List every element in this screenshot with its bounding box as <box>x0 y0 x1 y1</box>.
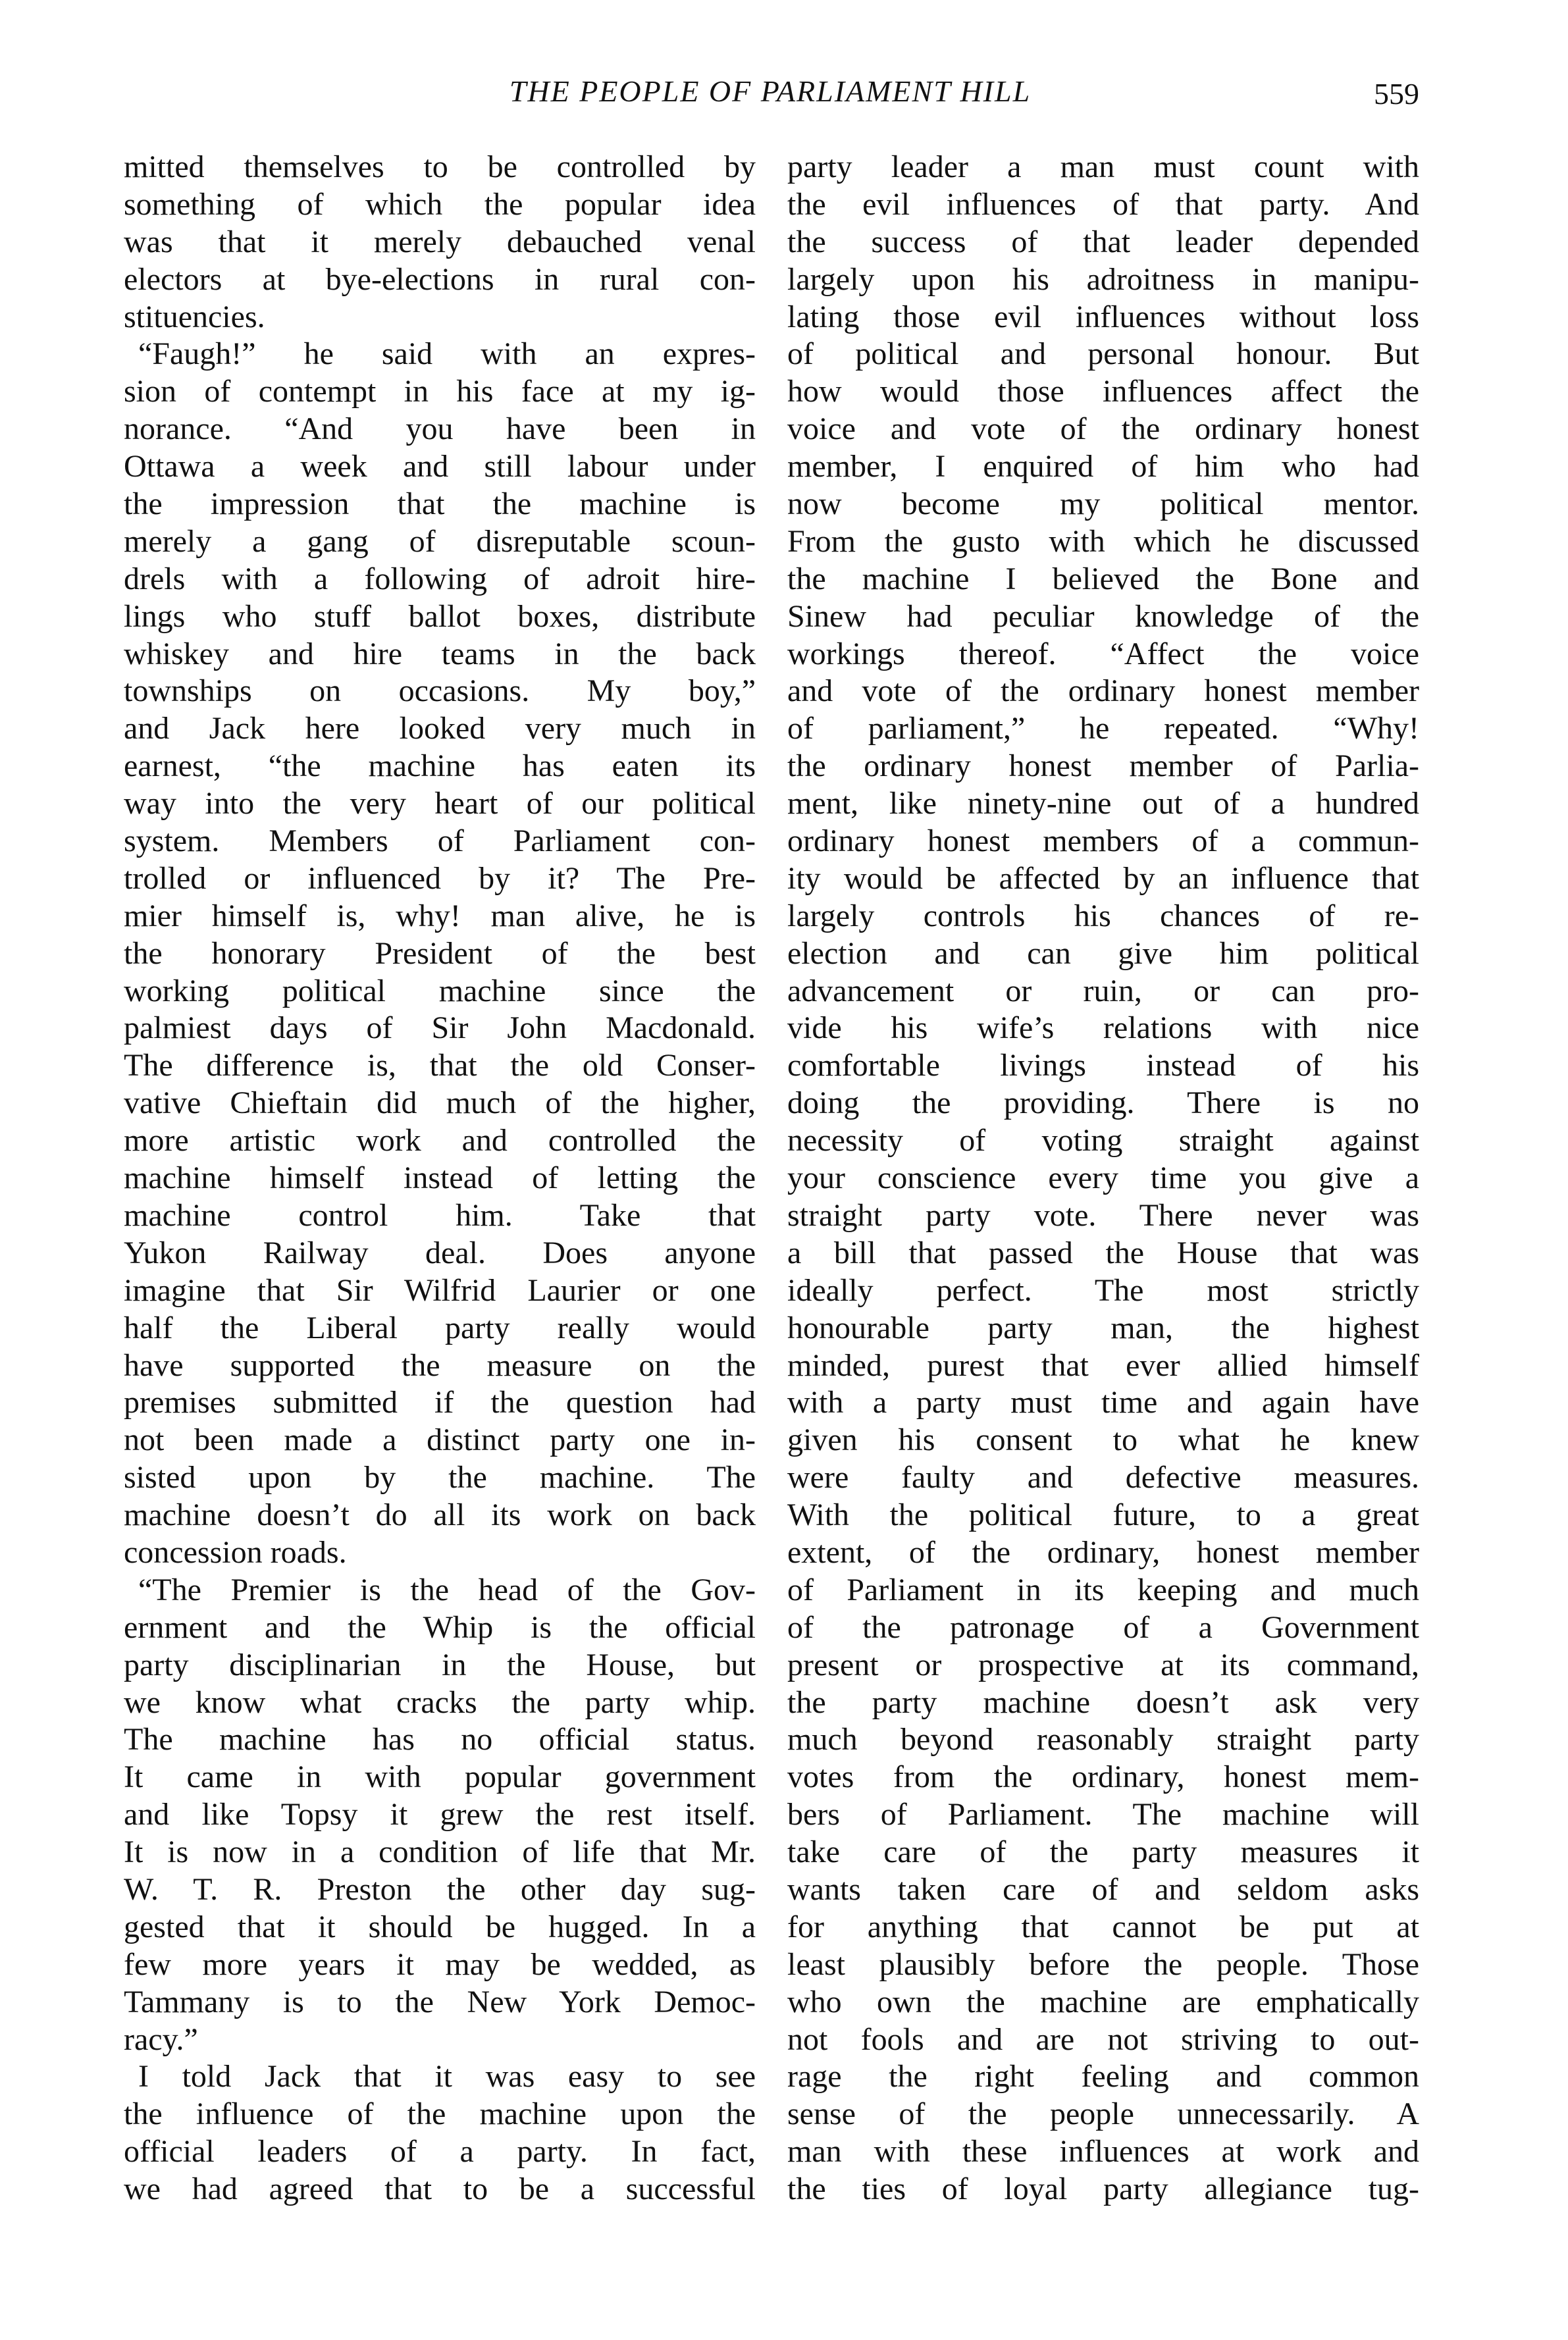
text-line: electors at bye-elections in rural con- <box>124 261 756 297</box>
text-line: drels with a following of adroit hire- <box>124 561 756 596</box>
text-line: Sinew had peculiar knowledge of the <box>787 598 1419 634</box>
text-line: the ordinary honest member of Parlia- <box>787 748 1419 784</box>
text-line: votes from the ordinary, honest mem- <box>787 1759 1419 1795</box>
text-line: something of which the popular idea <box>124 186 756 222</box>
text-line: largely controls his chances of re- <box>787 898 1419 933</box>
text-line: vative Chieftain did much of the higher, <box>124 1085 756 1121</box>
text-line: “Faugh!” he said with an expres- <box>138 336 756 372</box>
text-line: ment, like ninety-nine out of a hundred <box>787 786 1419 821</box>
text-line: have supported the measure on the <box>124 1347 756 1383</box>
text-line: sense of the people unnecessarily. A <box>787 2096 1419 2132</box>
text-line: your conscience every time you give a <box>787 1160 1419 1196</box>
text-line: necessity of voting straight against <box>787 1123 1419 1158</box>
text-line: lating those evil influences without loss <box>787 299 1419 334</box>
text-line: we had agreed that to be a successful <box>124 2171 756 2207</box>
text-line: and vote of the ordinary honest member <box>787 673 1419 709</box>
text-line: party disciplinarian in the House, but <box>124 1647 756 1682</box>
text-line: official leaders of a party. In fact, <box>124 2134 756 2170</box>
text-line: mier himself is, why! man alive, he is <box>124 898 756 933</box>
text-line: voice and vote of the ordinary honest <box>787 411 1419 447</box>
text-line: ernment and the Whip is the official <box>124 1609 756 1645</box>
text-line: wants taken care of and seldom asks <box>787 1871 1419 1907</box>
text-line: we know what cracks the party whip. <box>124 1684 756 1720</box>
text-line: premises submitted if the question had <box>124 1385 756 1420</box>
text-line: way into the very heart of our political <box>124 786 756 821</box>
text-line: rage the right feeling and common <box>787 2059 1419 2094</box>
text-line: now become my political mentor. <box>787 486 1419 522</box>
text-line: the success of that leader depended <box>787 224 1419 259</box>
text-line: It is now in a condition of life that Mr. <box>124 1834 756 1870</box>
text-line: ideally perfect. The most strictly <box>787 1272 1419 1308</box>
text-line: ordinary honest members of a commun- <box>787 823 1419 859</box>
text-line: bers of Parliament. The machine will <box>787 1797 1419 1833</box>
text-line: of the patronage of a Government <box>787 1609 1419 1645</box>
text-line: the influence of the machine upon the <box>124 2096 756 2132</box>
text-line: not been made a distinct party one in- <box>124 1422 756 1458</box>
text-line: more artistic work and controlled the <box>124 1123 756 1158</box>
text-line: for anything that cannot be put at <box>787 1909 1419 1944</box>
page-number: 559 <box>1374 77 1419 111</box>
text-line: The machine has no official status. <box>124 1722 756 1757</box>
text-line: half the Liberal party really would <box>124 1310 756 1345</box>
text-line: From the gusto with which he discussed <box>787 523 1419 559</box>
text-line: not fools and are not striving to out- <box>787 2021 1419 2057</box>
text-line: and Jack here looked very much in <box>124 711 756 746</box>
text-line: of parliament,” he repeated. “Why! <box>787 711 1419 746</box>
text-line: the ties of loyal party allegiance tug- <box>787 2171 1419 2207</box>
text-line: whiskey and hire teams in the back <box>124 636 756 671</box>
text-line: the machine I believed the Bone and <box>787 561 1419 596</box>
text-line: of Parliament in its keeping and much <box>787 1572 1419 1607</box>
text-line: of political and personal honour. But <box>787 336 1419 372</box>
text-line: Ottawa a week and still labour under <box>124 449 756 484</box>
right-column <box>787 149 1419 2208</box>
text-line: townships on occasions. My boy,” <box>124 673 756 709</box>
text-line: trolled or influenced by it? The Pre- <box>124 860 756 896</box>
text-line: much beyond reasonably straight party <box>787 1722 1419 1757</box>
running-title: THE PEOPLE OF PARLIAMENT HILL <box>509 74 1032 108</box>
text-line: straight party vote. There never was <box>787 1197 1419 1233</box>
text-line: norance. “And you have been in <box>124 411 756 447</box>
text-line: Yukon Railway deal. Does anyone <box>124 1235 756 1270</box>
text-line: election and can give him political <box>787 935 1419 971</box>
text-line: member, I enquired of him who had <box>787 449 1419 484</box>
text-line: how would those influences affect the <box>787 374 1419 409</box>
text-line: imagine that Sir Wilfrid Laurier or one <box>124 1272 756 1308</box>
text-line: vide his wife’s relations with nice <box>787 1010 1419 1046</box>
text-line: with a party must time and again have <box>787 1385 1419 1420</box>
text-line: man with these influences at work and <box>787 2134 1419 2170</box>
text-line: take care of the party measures it <box>787 1834 1419 1870</box>
text-line: “The Premier is the head of the Gov- <box>138 1572 756 1607</box>
text-line: a bill that passed the House that was <box>787 1235 1419 1270</box>
text-line: Tammany is to the New York Democ- <box>124 1984 756 2019</box>
text-line: With the political future, to a great <box>787 1497 1419 1533</box>
text-line: mitted themselves to be controlled by <box>124 149 756 184</box>
text-line: concession roads. <box>124 1534 347 1570</box>
text-line: lings who stuff ballot boxes, distribute <box>124 598 756 634</box>
running-header <box>0 74 1568 113</box>
text-line: machine himself instead of letting the <box>124 1160 756 1196</box>
text-line: palmiest days of Sir John Macdonald. <box>124 1010 756 1046</box>
text-line: merely a gang of disreputable scoun- <box>124 523 756 559</box>
text-line: party leader a man must count with <box>787 149 1419 184</box>
text-line: W. T. R. Preston the other day sug- <box>124 1871 756 1907</box>
text-line: machine control him. Take that <box>124 1197 756 1233</box>
text-line: I told Jack that it was easy to see <box>138 2059 756 2094</box>
text-line: honourable party man, the highest <box>787 1310 1419 1345</box>
text-line: stituencies. <box>124 299 265 334</box>
text-line: few more years it may be wedded, as <box>124 1946 756 1982</box>
text-line: and like Topsy it grew the rest itself. <box>124 1797 756 1833</box>
text-line: ity would be affected by an influence that <box>787 860 1419 896</box>
text-line: sisted upon by the machine. The <box>124 1460 756 1495</box>
text-line: who own the machine are emphatically <box>787 1984 1419 2019</box>
text-line: gested that it should be hugged. In a <box>124 1909 756 1944</box>
text-line: racy.” <box>124 2021 198 2057</box>
text-line: given his consent to what he knew <box>787 1422 1419 1458</box>
text-line: workings thereof. “Affect the voice <box>787 636 1419 671</box>
text-line: was that it merely debauched venal <box>124 224 756 259</box>
text-line: working political machine since the <box>124 973 756 1008</box>
text-line: least plausibly before the people. Those <box>787 1946 1419 1982</box>
text-line: system. Members of Parliament con- <box>124 823 756 859</box>
text-line: the impression that the machine is <box>124 486 756 522</box>
left-column <box>124 149 756 2208</box>
text-line: the evil influences of that party. And <box>787 186 1419 222</box>
text-line: were faulty and defective measures. <box>787 1460 1419 1495</box>
text-line: It came in with popular government <box>124 1759 756 1795</box>
text-line: The difference is, that the old Conser- <box>124 1048 756 1083</box>
text-line: comfortable livings instead of his <box>787 1048 1419 1083</box>
text-line: sion of contempt in his face at my ig- <box>124 374 756 409</box>
text-line: present or prospective at its command, <box>787 1647 1419 1682</box>
text-line: the honorary President of the best <box>124 935 756 971</box>
text-line: machine doesn’t do all its work on back <box>124 1497 756 1533</box>
text-line: extent, of the ordinary, honest member <box>787 1534 1419 1570</box>
text-line: earnest, “the machine has eaten its <box>124 748 756 784</box>
text-line: minded, purest that ever allied himself <box>787 1347 1419 1383</box>
text-line: advancement or ruin, or can pro- <box>787 973 1419 1008</box>
text-line: the party machine doesn’t ask very <box>787 1684 1419 1720</box>
text-line: largely upon his adroitness in manipu- <box>787 261 1419 297</box>
text-line: doing the providing. There is no <box>787 1085 1419 1121</box>
